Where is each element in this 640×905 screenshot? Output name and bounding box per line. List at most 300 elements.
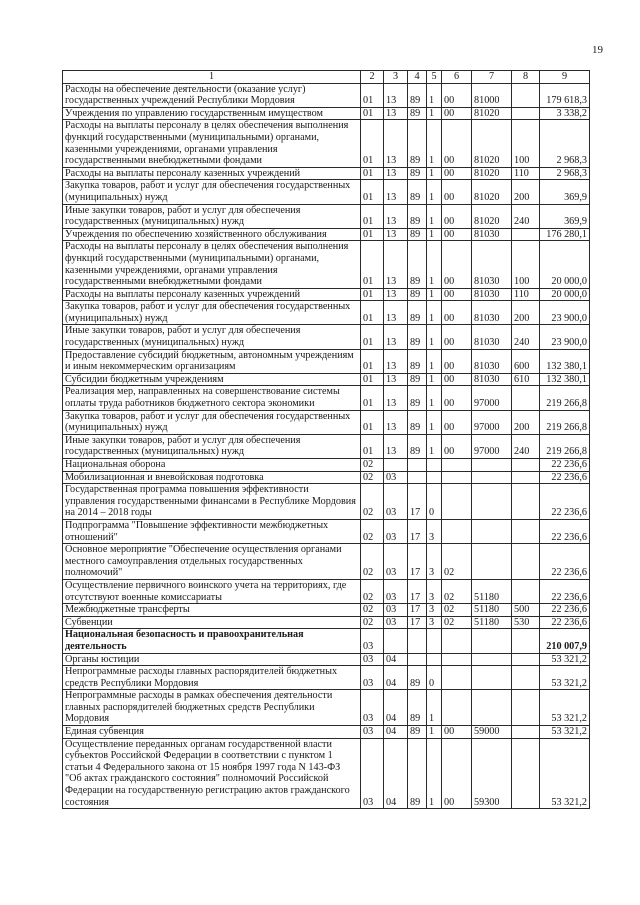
direction-code-cell: 81030 [472,373,512,386]
table-row [63,738,590,809]
event-code-cell: 00 [442,410,472,434]
amount-cell: 53 321,2 [540,690,590,726]
subprogram-code-cell: 1 [427,434,442,458]
subsection-code-cell: 13 [384,410,408,434]
amount-cell: 369,9 [540,180,590,204]
table-row [63,726,590,739]
subprogram-code-cell: 1 [427,726,442,739]
subprogram-code-cell: 1 [427,107,442,120]
amount-cell: 2 968,3 [540,120,590,167]
row-name-cell: Реализация мер, направленных на совершенствование системы оплаты труда работников бюджетного сектора экономики [63,386,361,410]
section-code-cell: 01 [361,349,384,373]
expense-type-code-cell [512,107,540,120]
subsection-code-cell: 03 [384,579,408,603]
section-code-cell: 01 [361,386,384,410]
table-row [63,83,590,107]
section-code-cell: 01 [361,288,384,301]
event-code-cell: 00 [442,373,472,386]
table-row [63,204,590,228]
page-number: 19 [592,44,603,56]
section-code-cell: 01 [361,301,384,325]
direction-code-cell [472,629,512,653]
header-cell: 8 [512,71,540,84]
subprogram-code-cell: 1 [427,386,442,410]
row-name-cell: Межбюджетные трансферты [63,604,361,617]
row-name-cell: Единая субвенция [63,726,361,739]
program-code-cell: 89 [408,410,427,434]
subsection-code-cell: 04 [384,726,408,739]
header-cell: 3 [384,71,408,84]
section-code-cell: 02 [361,484,384,520]
table-row [63,519,590,543]
subsection-code-cell: 13 [384,167,408,180]
expense-type-code-cell [512,544,540,580]
direction-code-cell: 81030 [472,288,512,301]
event-code-cell: 00 [442,325,472,349]
direction-code-cell: 81030 [472,301,512,325]
row-name-cell: Основное мероприятие "Обеспечение осуществления органами местного самоуправления отдельных государственных полномочий" [63,544,361,580]
expense-type-code-cell [512,459,540,472]
direction-code-cell: 97000 [472,434,512,458]
table-row [63,107,590,120]
program-code-cell: 89 [408,120,427,167]
expense-type-code-cell: 110 [512,288,540,301]
table-row [63,579,590,603]
row-name-cell: Государственная программа повышения эффективности управления государственными финансами в Республике Мордовия на 2014 – 2018 годы [63,484,361,520]
expense-type-code-cell [512,738,540,809]
row-name-cell: Органы юстиции [63,653,361,666]
event-code-cell: 00 [442,167,472,180]
row-name-cell: Расходы на выплаты персоналу казенных учреждений [63,288,361,301]
program-code-cell: 89 [408,325,427,349]
direction-code-cell: 81030 [472,228,512,241]
event-code-cell: 02 [442,579,472,603]
direction-code-cell: 51180 [472,604,512,617]
row-name-cell: Учреждения по обеспечению хозяйственного обслуживания [63,228,361,241]
table-row [63,434,590,458]
amount-cell: 2 968,3 [540,167,590,180]
table-row [63,616,590,629]
program-code-cell: 89 [408,349,427,373]
section-code-cell: 03 [361,690,384,726]
event-code-cell [442,484,472,520]
direction-code-cell [472,471,512,484]
program-code-cell: 89 [408,386,427,410]
event-code-cell: 00 [442,120,472,167]
amount-cell: 22 236,6 [540,604,590,617]
expense-type-code-cell [512,471,540,484]
event-code-cell [442,471,472,484]
subsection-code-cell: 13 [384,301,408,325]
table-header-row [63,71,590,84]
row-name-cell: Предоставление субсидий бюджетным, автономным учреждениям и иным некоммерческим организациям [63,349,361,373]
subprogram-code-cell: 1 [427,180,442,204]
program-code-cell: 89 [408,690,427,726]
subprogram-code-cell: 3 [427,519,442,543]
program-code-cell: 89 [408,434,427,458]
amount-cell: 22 236,6 [540,616,590,629]
event-code-cell: 00 [442,738,472,809]
table-row [63,653,590,666]
amount-cell: 23 900,0 [540,325,590,349]
direction-code-cell: 81020 [472,120,512,167]
expense-type-code-cell [512,579,540,603]
program-code-cell: 89 [408,666,427,690]
section-code-cell: 01 [361,434,384,458]
amount-cell: 23 900,0 [540,301,590,325]
subsection-code-cell: 13 [384,325,408,349]
section-code-cell: 01 [361,241,384,288]
subprogram-code-cell [427,459,442,472]
direction-code-cell: 51180 [472,579,512,603]
expense-type-code-cell: 530 [512,616,540,629]
subsection-code-cell: 13 [384,434,408,458]
subprogram-code-cell: 1 [427,349,442,373]
section-code-cell: 02 [361,616,384,629]
subprogram-code-cell [427,629,442,653]
subsection-code-cell: 04 [384,666,408,690]
subsection-code-cell: 13 [384,107,408,120]
row-name-cell: Субвенции [63,616,361,629]
expense-type-code-cell: 600 [512,349,540,373]
section-code-cell: 03 [361,666,384,690]
expense-type-code-cell [512,666,540,690]
expense-type-code-cell: 240 [512,204,540,228]
program-code-cell: 89 [408,738,427,809]
program-code-cell: 17 [408,616,427,629]
amount-cell: 369,9 [540,204,590,228]
section-code-cell: 02 [361,579,384,603]
subsection-code-cell: 13 [384,83,408,107]
subprogram-code-cell: 1 [427,288,442,301]
program-code-cell: 89 [408,726,427,739]
table-row [63,288,590,301]
program-code-cell: 89 [408,83,427,107]
event-code-cell: 02 [442,544,472,580]
amount-cell: 53 321,2 [540,653,590,666]
section-code-cell: 01 [361,204,384,228]
subsection-code-cell: 13 [384,180,408,204]
event-code-cell: 00 [442,434,472,458]
expense-type-code-cell: 240 [512,434,540,458]
table-row [63,180,590,204]
subsection-code-cell [384,459,408,472]
event-code-cell [442,459,472,472]
direction-code-cell: 81030 [472,349,512,373]
subprogram-code-cell: 3 [427,604,442,617]
header-cell: 1 [63,71,361,84]
expense-type-code-cell [512,83,540,107]
subprogram-code-cell: 1 [427,690,442,726]
event-code-cell: 00 [442,180,472,204]
header-cell: 5 [427,71,442,84]
program-code-cell: 17 [408,519,427,543]
amount-cell: 22 236,6 [540,471,590,484]
subsection-code-cell: 03 [384,519,408,543]
row-name-cell: Подпрограмма "Повышение эффективности межбюджетных отношений" [63,519,361,543]
direction-code-cell: 81020 [472,180,512,204]
section-code-cell: 01 [361,120,384,167]
table-row [63,167,590,180]
subsection-code-cell: 03 [384,604,408,617]
direction-code-cell: 81020 [472,167,512,180]
subprogram-code-cell [427,653,442,666]
row-name-cell: Иные закупки товаров, работ и услуг для обеспечения государственных (муниципальных) нужд [63,434,361,458]
section-code-cell: 03 [361,738,384,809]
event-code-cell: 00 [442,726,472,739]
expense-type-code-cell [512,726,540,739]
expense-type-code-cell [512,228,540,241]
expense-type-code-cell: 500 [512,604,540,617]
section-code-cell: 02 [361,471,384,484]
section-code-cell: 01 [361,83,384,107]
table-body [63,83,590,809]
direction-code-cell [472,544,512,580]
subprogram-code-cell: 1 [427,228,442,241]
section-code-cell: 01 [361,410,384,434]
subprogram-code-cell: 1 [427,373,442,386]
subsection-code-cell: 04 [384,690,408,726]
event-code-cell [442,519,472,543]
subprogram-code-cell: 1 [427,83,442,107]
table-row [63,544,590,580]
expense-type-code-cell: 200 [512,410,540,434]
row-name-cell: Непрограммные расходы в рамках обеспечения деятельности главных распорядителей бюджетных средств Республики Мордовия [63,690,361,726]
amount-cell: 210 007,9 [540,629,590,653]
row-name-cell: Субсидии бюджетным учреждениям [63,373,361,386]
row-name-cell: Учреждения по управлению государственным имуществом [63,107,361,120]
amount-cell: 132 380,1 [540,373,590,386]
amount-cell: 22 236,6 [540,544,590,580]
subsection-code-cell: 13 [384,120,408,167]
amount-cell: 219 266,8 [540,386,590,410]
subsection-code-cell: 13 [384,228,408,241]
subsection-code-cell: 13 [384,204,408,228]
table-row [63,459,590,472]
amount-cell: 132 380,1 [540,349,590,373]
direction-code-cell: 81030 [472,241,512,288]
table-row [63,301,590,325]
row-name-cell: Закупка товаров, работ и услуг для обеспечения государственных (муниципальных) нужд [63,410,361,434]
expense-type-code-cell [512,484,540,520]
row-name-cell: Расходы на выплаты персоналу в целях обеспечения выполнения функций государственными (муниципальными) органами, казенными учреждениями, органами управления государственными внебюджетными фондами [63,241,361,288]
table-row [63,604,590,617]
subsection-code-cell: 13 [384,373,408,386]
subprogram-code-cell: 1 [427,325,442,349]
program-code-cell: 89 [408,107,427,120]
expense-type-code-cell: 110 [512,167,540,180]
table-row [63,471,590,484]
amount-cell: 53 321,2 [540,666,590,690]
header-cell: 2 [361,71,384,84]
subprogram-code-cell: 1 [427,120,442,167]
row-name-cell: Осуществление переданных органам государственной власти субъектов Российской Федерации в соответствии с пунктом 1 статьи 4 Федерального закона от 15 ноября 1997 года N 143-ФЗ "Об актах гражданского состояния" полномочий Российской Федерации на государственную регистрацию актов гражданского состояния [63,738,361,809]
event-code-cell: 02 [442,616,472,629]
subprogram-code-cell: 1 [427,167,442,180]
event-code-cell [442,629,472,653]
subsection-code-cell: 03 [384,544,408,580]
expense-type-code-cell [512,690,540,726]
event-code-cell: 00 [442,204,472,228]
program-code-cell [408,653,427,666]
direction-code-cell: 97000 [472,410,512,434]
event-code-cell [442,690,472,726]
program-code-cell: 17 [408,544,427,580]
expense-type-code-cell [512,653,540,666]
program-code-cell: 89 [408,180,427,204]
expense-type-code-cell [512,519,540,543]
subprogram-code-cell [427,471,442,484]
subprogram-code-cell: 1 [427,204,442,228]
event-code-cell: 00 [442,386,472,410]
subprogram-code-cell: 1 [427,241,442,288]
row-name-cell: Национальная оборона [63,459,361,472]
event-code-cell: 00 [442,228,472,241]
table-row [63,690,590,726]
direction-code-cell [472,690,512,726]
subsection-code-cell: 13 [384,241,408,288]
program-code-cell: 17 [408,604,427,617]
program-code-cell: 89 [408,373,427,386]
amount-cell: 53 321,2 [540,738,590,809]
direction-code-cell: 81030 [472,325,512,349]
expense-type-code-cell: 200 [512,301,540,325]
subprogram-code-cell: 3 [427,616,442,629]
header-cell: 9 [540,71,590,84]
amount-cell: 219 266,8 [540,434,590,458]
row-name-cell: Расходы на обеспечение деятельности (оказание услуг) государственных учреждений Республики Мордовия [63,83,361,107]
table-row [63,241,590,288]
event-code-cell: 00 [442,349,472,373]
direction-code-cell [472,519,512,543]
subsection-code-cell: 13 [384,386,408,410]
event-code-cell: 00 [442,107,472,120]
event-code-cell: 00 [442,288,472,301]
section-code-cell: 03 [361,726,384,739]
subprogram-code-cell: 1 [427,738,442,809]
program-code-cell: 89 [408,241,427,288]
row-name-cell: Закупка товаров, работ и услуг для обеспечения государственных (муниципальных) нужд [63,301,361,325]
subprogram-code-cell: 1 [427,301,442,325]
event-code-cell: 00 [442,241,472,288]
direction-code-cell: 81000 [472,83,512,107]
header-cell: 4 [408,71,427,84]
section-code-cell: 02 [361,604,384,617]
program-code-cell: 89 [408,167,427,180]
program-code-cell: 89 [408,228,427,241]
row-name-cell: Мобилизационная и вневойсковая подготовка [63,471,361,484]
section-code-cell: 01 [361,107,384,120]
expense-type-code-cell: 200 [512,180,540,204]
subsection-code-cell: 03 [384,471,408,484]
row-name-cell: Иные закупки товаров, работ и услуг для обеспечения государственных (муниципальных) нужд [63,325,361,349]
program-code-cell: 17 [408,484,427,520]
subprogram-code-cell: 0 [427,666,442,690]
expense-type-code-cell: 100 [512,241,540,288]
header-cell: 7 [472,71,512,84]
section-code-cell: 03 [361,653,384,666]
expense-type-code-cell: 610 [512,373,540,386]
subprogram-code-cell: 1 [427,410,442,434]
amount-cell: 22 236,6 [540,484,590,520]
table-row [63,325,590,349]
program-code-cell [408,471,427,484]
event-code-cell: 00 [442,83,472,107]
amount-cell: 22 236,6 [540,519,590,543]
table-row [63,373,590,386]
section-code-cell: 01 [361,373,384,386]
direction-code-cell: 81020 [472,107,512,120]
subprogram-code-cell: 3 [427,579,442,603]
amount-cell: 20 000,0 [540,288,590,301]
amount-cell: 3 338,2 [540,107,590,120]
table-row [63,349,590,373]
direction-code-cell: 59000 [472,726,512,739]
row-name-cell: Закупка товаров, работ и услуг для обеспечения государственных (муниципальных) нужд [63,180,361,204]
subsection-code-cell: 13 [384,288,408,301]
subprogram-code-cell: 0 [427,484,442,520]
event-code-cell: 02 [442,604,472,617]
amount-cell: 22 236,6 [540,459,590,472]
amount-cell: 20 000,0 [540,241,590,288]
subsection-code-cell [384,629,408,653]
amount-cell: 22 236,6 [540,579,590,603]
section-code-cell: 01 [361,228,384,241]
direction-code-cell [472,653,512,666]
header-cell: 6 [442,71,472,84]
expense-type-code-cell: 100 [512,120,540,167]
event-code-cell: 00 [442,301,472,325]
table-row [63,410,590,434]
program-code-cell: 89 [408,288,427,301]
section-code-cell: 02 [361,519,384,543]
program-code-cell: 89 [408,204,427,228]
table-row [63,228,590,241]
amount-cell: 179 618,3 [540,83,590,107]
section-code-cell: 01 [361,180,384,204]
direction-code-cell: 81020 [472,204,512,228]
table-row [63,484,590,520]
row-name-cell: Осуществление первичного воинского учета на территориях, где отсутствуют военные комиссариаты [63,579,361,603]
direction-code-cell: 97000 [472,386,512,410]
program-code-cell: 89 [408,301,427,325]
table-row [63,666,590,690]
subsection-code-cell: 03 [384,484,408,520]
section-code-cell: 01 [361,325,384,349]
row-name-cell: Иные закупки товаров, работ и услуг для обеспечения государственных (муниципальных) нужд [63,204,361,228]
direction-code-cell [472,484,512,520]
amount-cell: 53 321,2 [540,726,590,739]
event-code-cell [442,666,472,690]
section-code-cell: 02 [361,544,384,580]
expense-type-code-cell [512,629,540,653]
subsection-code-cell: 04 [384,738,408,809]
section-code-cell: 01 [361,167,384,180]
row-name-cell: Непрограммные расходы главных распорядителей бюджетных средств Республики Мордовия [63,666,361,690]
direction-code-cell: 59300 [472,738,512,809]
budget-table [62,70,590,809]
table-row [63,386,590,410]
amount-cell: 219 266,8 [540,410,590,434]
subsection-code-cell: 04 [384,653,408,666]
expense-type-code-cell [512,386,540,410]
program-code-cell: 17 [408,579,427,603]
subsection-code-cell: 13 [384,349,408,373]
table-row [63,120,590,167]
direction-code-cell [472,459,512,472]
expense-type-code-cell: 240 [512,325,540,349]
row-name-cell: Расходы на выплаты персоналу казенных учреждений [63,167,361,180]
